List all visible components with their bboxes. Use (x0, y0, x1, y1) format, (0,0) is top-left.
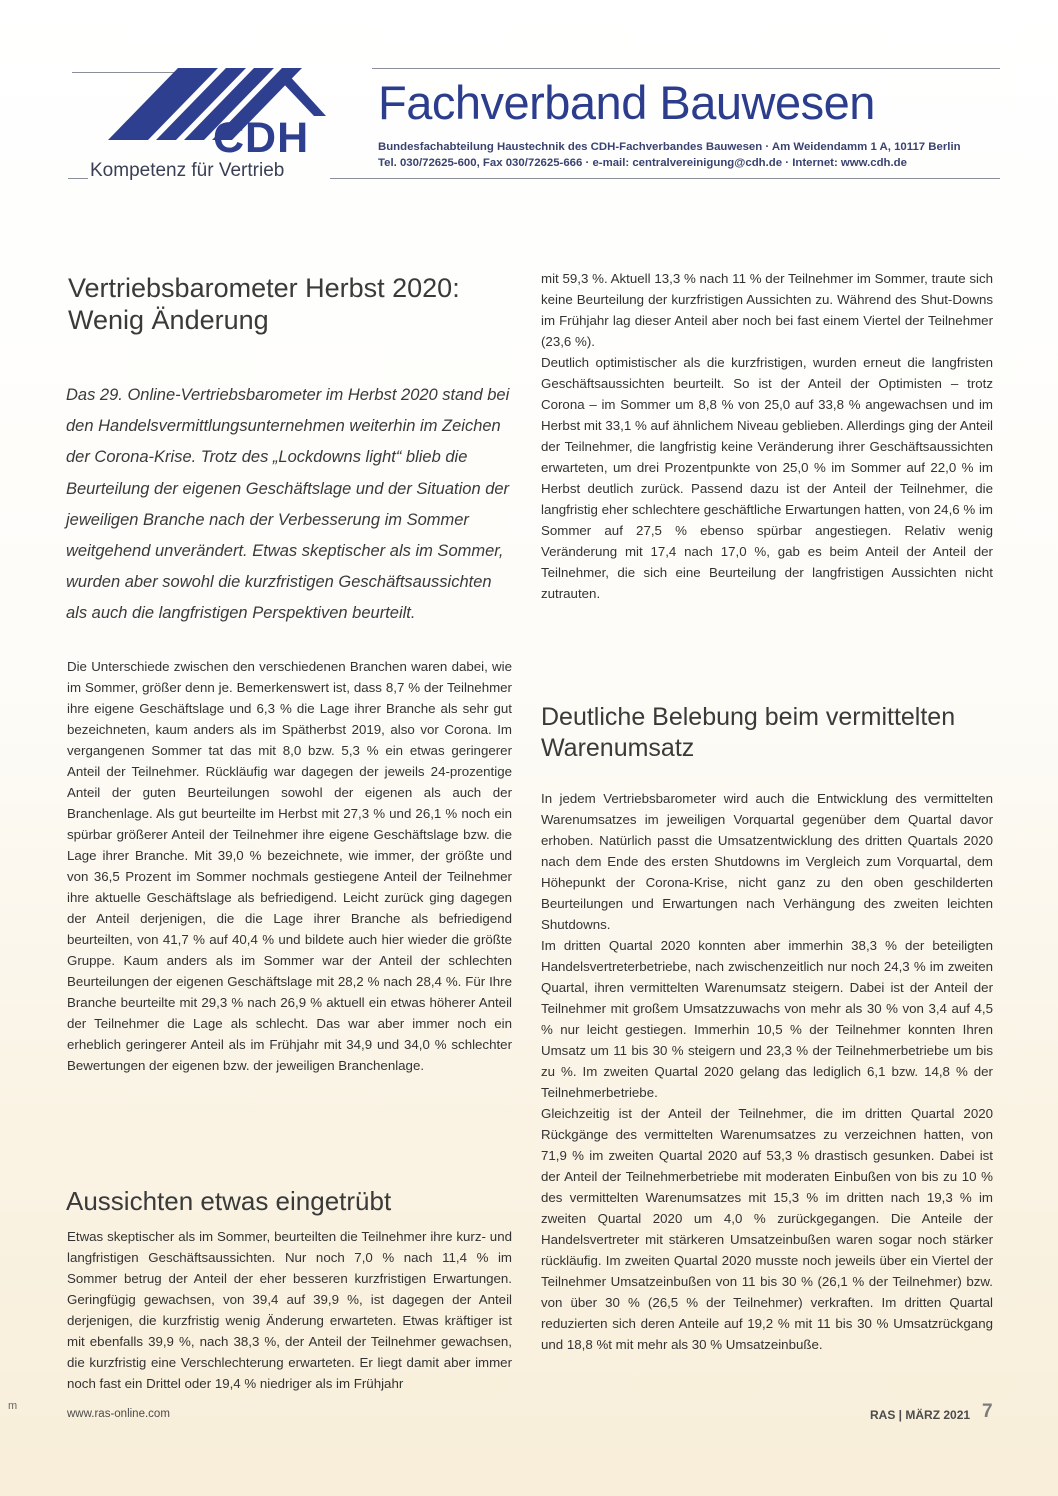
margin-mark: m (8, 1400, 18, 1412)
article-paragraph (541, 788, 993, 1355)
header-rule-right (372, 68, 1000, 69)
section-heading: Deutliche Belebung beim vermittelten Warenumsatz (541, 703, 956, 762)
footer-url: www.ras-online.com (67, 1408, 170, 1420)
article-paragraph (67, 1226, 512, 1394)
paragraph-text: In jedem Vertriebsbarometer wird auch die Entwicklung des vermittelten Warenumsatzes im jeweiligen Vorquartal gegenüber dem Quartal davor erhoben. Natürlich passt die Umsatzentwicklung des dritten Quartals 2020 nach dem Ende des ersten Shutdowns im Vergleich zum Vorquartal, dem Höhepunkt der Corona-Krise, nicht ganz zu den oben geschilderten Beurteilungen und Erwartungen nach Verhängung des zweiten leichten Shutdowns. (541, 791, 993, 932)
header-contact: Tel. 030/72625-600, Fax 030/72625-666 · e-mail: centralvereinigung@cdh.de · Internet: www.cdh.de (378, 157, 907, 169)
footer-magazine: RAS | MÄRZ 2021 (870, 1408, 971, 1422)
paragraph-text: Gleichzeitig ist der Anteil der Teilnehmer, die im dritten Quartal 2020 Rückgänge des vermittelten Warenumsatzes zu verzeichnen hatten, von 71,9 % im zweiten Quartal 2020 auf 53,3 % drastisch gesunken. Dabei ist der Anteil der Teilnehmerbetriebe mit moderaten Einbußen von bis zu 10 % des vermittelten Warenumsatzes mit 15,3 % im dritten nach 19,3 % im zweiten Quartal 2020 um 4,0 % zurückgegangen. Die Anteile der Handelsvertreter mit stärkeren Umsatzeinbußen waren sogar noch stärker rückläufig. Im zweiten Quartal 2020 musste noch jeweils über ein Viertel der Teilnehmer Umsatzeinbußen von 11 bis 30 % (26,1 % der Teilnehmer) bzw. von über 30 % (26,5 % der Teilnehmer) verkraften. Im dritten Quartal reduzierten sich deren Anteile auf 19,2 % mit 11 bis 30 % Umsatzrückgang und 18,8 %t mit mehr als 30 % Umsatzeinbuße. (541, 1106, 993, 1352)
tagline: Kompetenz für Vertrieb (90, 160, 285, 181)
logo-text: CDH (213, 114, 310, 162)
header-rule-bottom (330, 178, 1000, 179)
paragraph-text: Die Unterschiede zwischen den verschiedenen Branchen waren dabei, wie im Sommer, größer denn je. Bemerkenswert ist, dass 8,7 % der Teilnehmer ihre eigene Geschäftslage und 6,3 % die Lage ihrer Branche als sehr gut bezeichneten, kaum anders als im Spätherbst 2019, also vor Corona. Im vergangenen Sommer tat das mit 8,0 bzw. 5,3 % ein etwas geringerer Anteil der Teilnehmer. Rückläufig war dagegen der jeweils 24-prozentige Anteil der guten Beurteilungen sowohl der eigenen als auch der Branchenlage. Als gut beurteilte im Herbst mit 27,3 % und 26,1 % noch ein spürbar größerer Anteil der Teilnehmer ihre eigene Geschäftslage bzw. die Lage ihrer Branche. Mit 39,0 % bezeichnete, wie immer, der größte und von 36,5 Prozent im Sommer nochmals gestiegene Anteil der Teilnehmer ihre aktuelle Geschäftslage als befriedigend. Leicht zurück ging dagegen der Anteil derjenigen, die die Lage ihrer Branche als befriedigend beurteilten, von 41,7 % auf 40,4 % und bildete auch hier wieder die größte Gruppe. Kaum anders als im Sommer war der Anteil der schlechten Beurteilungen der eigenen Geschäftslage mit 28,2 % nach 28,4 %. Für Ihre Branche beurteilte mit 29,3 % nach 26,9 % aktuell ein etwas höherer Anteil der Teilnehmer die Lage als schlecht. Das war aber immer noch ein erheblich geringerer Anteil als im Frühjahr mit 34,9 und 34,0 % schlechter Bewertungen der eigenen bzw. der jeweiligen Branchenlage. (67, 659, 512, 1073)
paragraph-text: mit 59,3 %. Aktuell 13,3 % nach 11 % der Teilnehmer im Sommer, traute sich keine Beurteilung der kurzfristigen Aussichten zu. Während des Shut-Downs im Frühjahr lag dieser Anteil aber noch bei fast einem Viertel der Teilnehmer (23,6 %). (541, 271, 993, 349)
brand-title: Fachverband Bauwesen (378, 76, 875, 129)
paragraph-text: Etwas skeptischer als im Sommer, beurteilten die Teilnehmer ihre kurz- und langfristigen Geschäftsaussichten. Nur noch 7,0 % nach 11,4 % im Sommer betrug der Anteil der eher besseren kurzfristigen Erwartungen. Geringfügig gewachsen, von 39,4 auf 39,9 %, ist dagegen der Anteil derjenigen, die kurzfristig wenig Änderung erwarteten. Etwas kräftiger ist mit ebenfalls 39,9 %, nach 38,3 %, der Anteil der Teilnehmer gewachsen, die kurzfristig eine Verschlechterung erwarteten. Er liegt damit aber immer noch fast ein Drittel oder 19,4 % niedriger als im Frühjahr (67, 1229, 512, 1391)
article-paragraph (67, 656, 512, 1076)
header-address: Bundesfachabteilung Haustechnik des CDH-Fachverbandes Bauwesen · Am Weidendamm 1 A, 10117 Berlin (378, 141, 961, 153)
article-lead: Das 29. Online-Vertriebsbarometer im Herbst 2020 stand bei den Handelsvermittlungsunternehmen weiterhin im Zeichen der Corona-Krise. Trotz des „Lockdowns light“ blieb die Beurteilung der eigenen Geschäftslage und der Situation der jeweiligen Branche nach der Verbesserung im Sommer weitgehend unverändert. Etwas skeptischer als im Sommer, wurden aber sowohl die kurzfristigen Geschäftsaussichten als auch die langfristigen Perspektiven beurteilt. (66, 386, 510, 623)
article-paragraph (541, 268, 993, 604)
paragraph-text: Deutlich optimistischer als die kurzfristigen, wurden erneut die langfristen Geschäftsaussichten beurteilt. So ist der Anteil der Optimisten – trotz Corona – im Sommer um 8,8 % von 25,0 auf 33,8 % angewachsen und im Herbst mit 33,1 % auf ähnlichem Niveau geblieben. Allerdings ging der Anteil der Teilnehmer, die langfristig keine Veränderung ihrer Geschäftsaussichten erwarteten, um drei Prozentpunkte von 25,0 % im Sommer auf 22,0 % im Herbst deutlich zurück. Passend dazu ist der Anteil der Teilnehmer, die langfristig eher schlechtere geschäftliche Erwartungen hatten, von 24,6 % im Sommer auf 27,5 % ebenso spürbar angestiegen. Relativ wenig Veränderung mit 17,4 nach 17,0 %, gab es beim Anteil der Anteil der Teilnehmer, die sich eine Beurteilung der langfristigen Aussichten nicht zutrauten. (541, 355, 993, 601)
article-title: Vertriebsbarometer Herbst 2020: Wenig Änderung (68, 273, 460, 335)
paragraph-text: Im dritten Quartal 2020 konnten aber immerhin 38,3 % der beteiligten Handelsvertreterbetriebe, nach zwischenzeitlich nur noch 24,3 % im zweiten Quartal, ihren vermittelten Warenumsatz steigern. Dabei ist der Anteil der Teilnehmer mit großem Umsatzzuwachs von mehr als 30 % von 3,4 auf 4,5 % nur leicht gestiegen. Immerhin 10,5 % der Teilnehmer konnten Ihren Umsatz um 11 bis 30 % steigern und 23,3 % der Teilnehmerbetriebe um bis zu %. Im zweiten Quartal 2020 gelang das lediglich 6,1 bzw. 14,8 % der Teilnehmerbetriebe. (541, 938, 993, 1100)
section-heading: Aussichten etwas eingetrübt (66, 1186, 392, 1216)
page-number: 7 (982, 1401, 993, 1422)
